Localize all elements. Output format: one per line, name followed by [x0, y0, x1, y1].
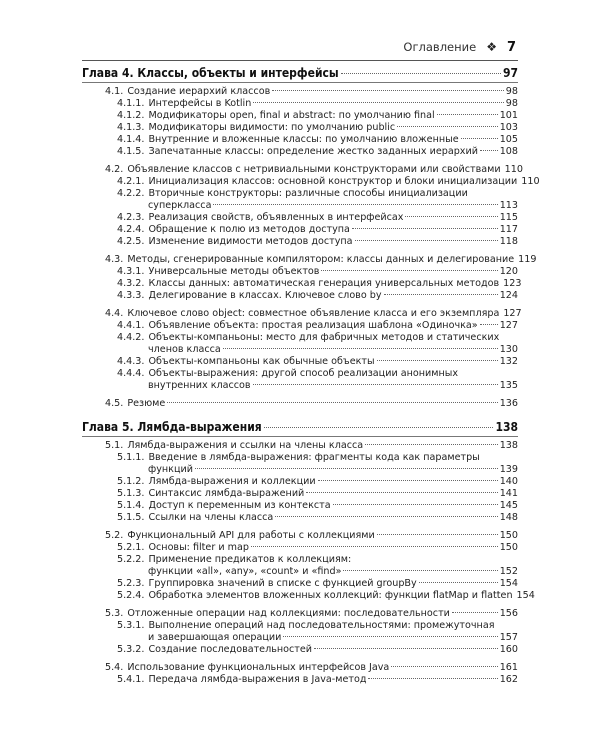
toc-entry-title: Интерфейсы в Kotlin	[148, 98, 252, 109]
toc-entry[interactable]	[117, 236, 518, 248]
toc-entry-title: Использование функциональных интерфейсов Java	[127, 662, 390, 673]
toc-entry[interactable]	[117, 98, 518, 110]
toc-entry[interactable]	[105, 308, 522, 320]
toc-entry-page: 127	[503, 308, 522, 319]
toc-entry-title: Отложенные операции над коллекциями: последовательности	[127, 608, 450, 619]
toc-entry-number: 4.2.	[105, 164, 124, 175]
toc-entry-number: 5.1.1.	[117, 452, 145, 463]
toc-entry[interactable]	[117, 290, 518, 302]
toc-entry-title: Создание иерархий классов	[127, 86, 271, 97]
toc-entry-page: 162	[499, 674, 518, 685]
toc-entry-title: Передача лямбда-выражения в Java-метод	[148, 674, 367, 685]
toc-entry-page: 145	[499, 500, 518, 511]
toc-entry-title: Делегирование в классах. Ключевое слово by	[148, 290, 382, 301]
toc-entry-title: Обработка элементов вложенных коллекций: функции flatMap и flatten	[148, 590, 513, 601]
toc-entry-title: Модификаторы видимости: по умолчанию public	[148, 122, 396, 133]
toc-entry[interactable]	[117, 554, 518, 577]
toc-entry-title: Объекты-компаньоны: место для фабричных методов и статических	[148, 332, 500, 343]
toc-entry-title: Инициализация классов: основной конструктор и блоки инициализации	[148, 176, 518, 187]
toc-entry-title: Объекты-выражения: другой способ реализации анонимных	[148, 368, 459, 379]
toc-entry-number: 5.4.	[105, 662, 124, 673]
toc-entry[interactable]	[117, 266, 518, 278]
toc-entry-page: 105	[499, 134, 518, 145]
toc-entry-title: Синтаксис лямбда-выражений	[148, 488, 305, 499]
toc-entry-page: 127	[499, 320, 518, 331]
dot-leader	[253, 102, 503, 103]
toc-entry[interactable]	[117, 188, 518, 211]
dot-leader	[253, 384, 498, 385]
toc-entry-title: Реализация свойств, объявленных в интерфейсах	[148, 212, 404, 223]
toc-entry-title: Функциональный API для работы с коллекциями	[127, 530, 375, 541]
toc-entry-title: Изменение видимости методов доступа	[148, 236, 353, 247]
dot-leader	[321, 270, 497, 271]
toc-entry-title: функций	[148, 463, 193, 475]
toc-entry-number: 4.3.	[105, 254, 124, 265]
toc-entry-page: 152	[499, 565, 518, 577]
toc-entry-page: 108	[499, 146, 518, 157]
dot-leader	[272, 90, 504, 91]
toc-entry-page: 154	[516, 590, 535, 601]
dot-leader	[314, 648, 498, 649]
toc-entry-number: 4.3.1.	[117, 266, 145, 277]
dot-leader	[391, 666, 497, 667]
toc-entry-page: 148	[499, 512, 518, 523]
dot-leader	[343, 570, 497, 571]
toc-entry[interactable]	[117, 278, 522, 290]
toc-entry[interactable]	[117, 110, 518, 122]
toc-entry-number: 4.4.1.	[117, 320, 145, 331]
toc-entry[interactable]	[117, 578, 518, 590]
toc-entry[interactable]	[105, 530, 518, 542]
toc-entry-title: Объявление объекта: простая реализация шаблона «Одиночка»	[148, 320, 478, 331]
toc-entry-number: 4.2.1.	[117, 176, 145, 187]
dot-leader	[405, 216, 497, 217]
dot-leader	[223, 348, 498, 349]
toc-entry[interactable]	[117, 122, 518, 134]
toc-entry-title: Выполнение операций над последовательностями: промежуточная	[148, 620, 495, 631]
toc-entry-page: 110	[521, 176, 540, 187]
toc-entry-title: Внутренние и вложенные классы: по умолчанию вложенные	[148, 134, 459, 145]
toc-entry[interactable]	[117, 146, 518, 158]
toc-entry-page: 132	[499, 356, 518, 367]
toc-entry-number: 5.1.5.	[117, 512, 145, 523]
toc-entry-title: и завершающая операции	[148, 631, 282, 643]
toc-entry-page: 113	[499, 199, 518, 211]
toc-entry[interactable]	[117, 542, 518, 554]
toc-entry-number: 5.2.4.	[117, 590, 145, 601]
dot-leader	[480, 150, 498, 151]
toc-entry-title: Лямбда-выражения и коллекции	[148, 476, 316, 487]
toc-entry[interactable]	[105, 86, 518, 98]
toc-entry-number: 4.2.2.	[117, 188, 145, 199]
ornament-icon: ❖	[486, 40, 497, 54]
toc-entry-number: 4.3.3.	[117, 290, 145, 301]
toc-entry-title: Классы данных: автоматическая генерация универсальных методов	[148, 278, 500, 289]
toc-entry-number: 5.1.3.	[117, 488, 145, 499]
dot-leader	[355, 240, 498, 241]
toc-entry-number: 5.3.1.	[117, 620, 145, 631]
toc-entry-page: 150	[499, 542, 518, 553]
toc-entry[interactable]	[105, 608, 518, 620]
toc-entry[interactable]	[117, 644, 518, 656]
dot-leader	[275, 516, 497, 517]
toc-entry[interactable]	[117, 332, 518, 355]
toc-entry[interactable]	[117, 224, 518, 236]
dot-leader	[365, 444, 498, 445]
running-header	[82, 36, 516, 58]
toc-entry-number: 5.1.4.	[117, 500, 145, 511]
dot-leader	[480, 324, 498, 325]
toc-entry-title: Применение предикатов к коллекциям:	[148, 554, 352, 565]
toc-entry-number: 4.2.3.	[117, 212, 145, 223]
toc-entry-page: 157	[499, 631, 518, 643]
toc-entry-title: Основы: filter и map	[148, 542, 249, 553]
dot-leader	[306, 492, 497, 493]
dot-leader	[452, 612, 498, 613]
toc-entry-page: 135	[499, 379, 518, 391]
toc-entry-number: 4.4.4.	[117, 368, 145, 379]
toc-entry-page: 120	[499, 266, 518, 277]
dot-leader	[251, 546, 498, 547]
toc-entry-title: Доступ к переменным из контекста	[148, 500, 331, 511]
dot-leader	[384, 294, 498, 295]
toc-entry-page: 154	[499, 578, 518, 589]
dot-leader	[341, 73, 501, 74]
toc-entry-title: функции «all», «any», «count» и «find»	[148, 565, 342, 577]
toc-entry-page: 156	[499, 608, 518, 619]
toc-entry-title: Глава 4. Классы, объекты и интерфейсы	[82, 66, 339, 80]
dot-leader	[167, 402, 497, 403]
toc-entry-page: 103	[499, 122, 518, 133]
toc-entry[interactable]	[117, 476, 518, 488]
toc-entry-page: 138	[495, 420, 518, 434]
toc-entry-number: 4.5.	[105, 398, 124, 409]
toc-entry-page: 141	[499, 488, 518, 499]
toc-entry-number: 4.4.	[105, 308, 124, 319]
toc-chapter[interactable]	[82, 66, 518, 81]
toc-entry-title: Лямбда-выражения и ссылки на члены класса	[127, 440, 364, 451]
dot-leader	[283, 636, 497, 637]
dot-leader	[377, 360, 498, 361]
toc-entry[interactable]	[105, 398, 518, 410]
toc-entry-number: 5.3.2.	[117, 644, 145, 655]
dot-leader	[461, 138, 498, 139]
header-rule	[82, 60, 518, 61]
toc-entry-number: 4.1.2.	[117, 110, 145, 121]
dot-leader	[195, 468, 498, 469]
toc-entry-page: 140	[499, 476, 518, 487]
toc-entry-number: 4.1.1.	[117, 98, 145, 109]
toc-entry[interactable]	[117, 176, 540, 188]
toc-entry[interactable]	[117, 356, 518, 368]
toc-entry-title: внутренних классов	[148, 379, 251, 391]
dot-leader	[437, 114, 498, 115]
toc-entry-page: 138	[499, 440, 518, 451]
toc-entry-page: 98	[505, 86, 518, 97]
toc-entry-number: 4.2.4.	[117, 224, 145, 235]
toc-entry-title: Запечатанные классы: определение жестко заданных иерархий	[148, 146, 478, 157]
toc-entry[interactable]	[117, 512, 518, 524]
toc-entry-number: 4.1.3.	[117, 122, 145, 133]
toc-entry-page: 118	[499, 236, 518, 247]
toc-entry-number: 5.2.2.	[117, 554, 145, 565]
toc-entry-number: 4.3.2.	[117, 278, 145, 289]
toc-entry-number: 5.2.1.	[117, 542, 145, 553]
toc-entry-page: 130	[499, 343, 518, 355]
dot-leader	[213, 204, 497, 205]
toc-entry-page: 119	[518, 254, 537, 265]
toc-entry-number: 4.1.5.	[117, 146, 145, 157]
toc-entry-number: 4.2.5.	[117, 236, 145, 247]
dot-leader	[397, 126, 498, 127]
toc-entry-page: 150	[499, 530, 518, 541]
toc-entry-number: 4.1.4.	[117, 134, 145, 145]
toc-entry-page: 139	[499, 463, 518, 475]
toc-entry-title: Универсальные методы объектов	[148, 266, 320, 277]
toc-entry-title: Модификаторы open, final и abstract: по умолчанию final	[148, 110, 435, 121]
dot-leader	[264, 427, 494, 428]
toc-entry[interactable]	[117, 674, 518, 686]
toc-entry-page: 124	[499, 290, 518, 301]
toc-entry[interactable]	[117, 620, 518, 643]
dot-leader	[318, 480, 498, 481]
toc-entry-number: 4.1.	[105, 86, 124, 97]
dot-leader	[419, 582, 498, 583]
chapter-rule	[82, 436, 518, 437]
toc-entry[interactable]	[105, 254, 537, 266]
toc-entry[interactable]	[117, 368, 518, 391]
toc-chapter[interactable]	[82, 420, 518, 435]
dot-leader	[368, 678, 497, 679]
toc-entry[interactable]	[117, 488, 518, 500]
dot-leader	[352, 228, 498, 229]
toc-entry-title: Вторичные конструкторы: различные способы инициализации	[148, 188, 468, 199]
toc-entry-number: 4.4.2.	[117, 332, 145, 343]
toc-entry-title: Глава 5. Лямбда-выражения	[82, 420, 262, 434]
toc-entry[interactable]	[105, 440, 518, 452]
toc-entry-page: 123	[503, 278, 522, 289]
toc-entry-page: 101	[499, 110, 518, 121]
toc-entry[interactable]	[117, 134, 518, 146]
page-number: 7	[506, 39, 516, 55]
toc-entry-page: 117	[499, 224, 518, 235]
dot-leader	[377, 534, 498, 535]
toc-entry-title: Создание последовательностей	[148, 644, 313, 655]
toc-entry-title: Резюме	[127, 398, 166, 409]
toc-entry[interactable]	[105, 164, 523, 176]
running-header-section: Оглавление	[403, 40, 477, 54]
toc-entry[interactable]	[117, 320, 518, 332]
toc-entry[interactable]	[117, 452, 518, 475]
toc-entry-title: Группировка значений в списке с функцией groupBy	[148, 578, 417, 589]
toc-entry-title: Обращение к полю из методов доступа	[148, 224, 350, 235]
toc-entry-number: 5.1.2.	[117, 476, 145, 487]
toc-entry-title: Ключевое слово object: совместное объявление класса и его экземпляра	[127, 308, 500, 319]
toc-entry-page: 115	[499, 212, 518, 223]
toc-entry-title: суперкласса	[148, 199, 212, 211]
toc-entry-number: 4.4.3.	[117, 356, 145, 367]
toc-entry-number: 5.2.	[105, 530, 124, 541]
chapter-rule	[82, 82, 518, 83]
toc-entry-title: Ссылки на члены класса	[148, 512, 274, 523]
toc-entry[interactable]	[117, 590, 535, 602]
toc-entry-page: 160	[499, 644, 518, 655]
toc-entry-number: 5.4.1.	[117, 674, 145, 685]
toc-entry-page: 161	[499, 662, 518, 673]
dot-leader	[333, 504, 498, 505]
toc-entry-title: Объявление классов с нетривиальными конструкторами или свойствами	[127, 164, 501, 175]
toc-entry-page: 98	[505, 98, 518, 109]
toc-entry-number: 5.2.3.	[117, 578, 145, 589]
toc-entry-title: Методы, сгенерированные компилятором: классы данных и делегирование	[127, 254, 515, 265]
toc-entry-page: 97	[502, 66, 518, 80]
toc-entry-title: членов класса	[148, 343, 221, 355]
toc-entry-number: 5.1.	[105, 440, 124, 451]
toc-entry-title: Объекты-компаньоны как обычные объекты	[148, 356, 375, 367]
toc-entry[interactable]	[117, 212, 518, 224]
toc-entry-page: 136	[499, 398, 518, 409]
toc-entry-page: 110	[504, 164, 523, 175]
toc-entry-title: Введение в лямбда-выражения: фрагменты кода как параметры	[148, 452, 480, 463]
toc-entry[interactable]	[105, 662, 518, 674]
toc-entry[interactable]	[117, 500, 518, 512]
toc-entry-number: 5.3.	[105, 608, 124, 619]
